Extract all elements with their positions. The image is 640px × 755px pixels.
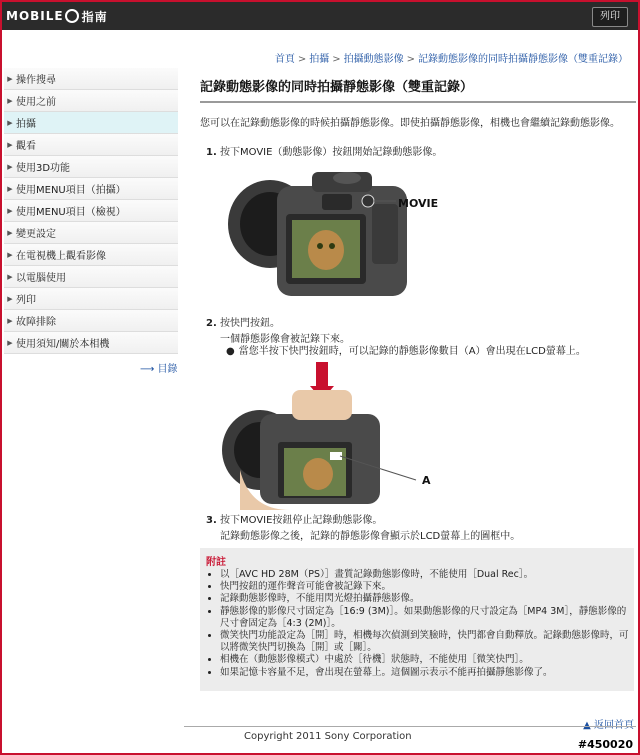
sidebar-item-settings[interactable]: ▶ 變更設定 [4, 222, 178, 244]
sidebar-item-menu-viewing[interactable]: ▶ 使用MENU項目（檢視） [4, 200, 178, 222]
footer-divider [184, 726, 636, 727]
note-item: • 微笑快門功能設定為［開］時，相機每次偵測到笑臉時，快門都會自動釋放。記錄動態影像時，可以將微笑快門切換為［開］或［關］。 [220, 630, 634, 654]
note-item: • 快門按鈕的運作聲音可能會被記錄下來。 [220, 581, 634, 593]
sidebar-item-shooting[interactable]: ▶ 拍攝 [4, 112, 178, 134]
note-item: • 如果記憶卡容量不足，會出現在螢幕上。這個圖示表示不能再拍攝靜態影像了。 [220, 667, 634, 679]
chevron-right-icon: ▶ [7, 74, 13, 83]
back-to-top-link[interactable]: ▲ 返回首頁 [583, 720, 634, 731]
sidebar-item-troubleshooting[interactable]: ▶ 故障排除 [4, 310, 178, 332]
step-1: 1. 按下MOVIE（動態影像）按鈕開始記錄動態影像。 [206, 147, 443, 158]
step-2: 2. 按快門按鈕。 [206, 318, 280, 329]
note-item: • 以［AVC HD 28M（PS）］畫質記錄動態影像時，不能使用［Dual Rec］。 [220, 569, 634, 581]
arrow-right-icon: ⟶ [140, 364, 155, 375]
main-content [200, 76, 636, 130]
step-2-bullet: ● 當您半按下快門按鈕時，可以記錄的靜態影像數目（A）會出現在LCD螢幕上。 [226, 346, 586, 357]
chevron-right-icon: ▶ [7, 118, 13, 127]
toc-link[interactable]: ⟶ 目錄 [140, 364, 178, 375]
chevron-right-icon: ▶ [7, 96, 13, 105]
breadcrumb: 首頁 > 拍攝 > 拍攝動態影像 > 記錄動態影像的同時拍攝靜態影像（雙重記錄） [274, 54, 628, 65]
chevron-right-icon: ▶ [7, 250, 13, 259]
logo-ring-icon [65, 9, 79, 23]
copyright: Copyright 2011 Sony Corporation [244, 731, 412, 742]
chevron-right-icon: ▶ [7, 272, 13, 281]
camera-front-illustration [222, 164, 452, 314]
mobile01-logo[interactable]: MOBILE 指南 [6, 9, 108, 24]
breadcrumb-home[interactable]: 首頁 [274, 54, 295, 65]
sidebar-item-computer[interactable]: ▶ 以電腦使用 [4, 266, 178, 288]
intro-text: 您可以在記錄動態影像的時候拍攝靜態影像。即使拍攝靜態影像，相機也會繼續記錄動態影像。 [200, 118, 620, 129]
notes-box [200, 548, 634, 691]
step-2-sub: 一個靜態影像會被記錄下來。 [220, 334, 350, 345]
chevron-right-icon: ▶ [7, 184, 13, 193]
chevron-right-icon: ▶ [7, 140, 13, 149]
note-item: • 靜態影像的影像尺寸固定為［16:9 (3M)］。如果動態影像的尺寸設定為［MP4 3M］，靜態影像的尺寸會固定為［4:3 (2M)］。 [220, 606, 634, 630]
chevron-right-icon: ▶ [7, 228, 13, 237]
sidebar-item-precautions[interactable]: ▶ 使用須知/關於本相機 [4, 332, 178, 354]
breadcrumb-movie[interactable]: 拍攝動態影像 [343, 54, 404, 65]
note-item: • 記錄動態影像時，不能用閃光燈拍攝靜態影像。 [220, 593, 634, 605]
sidebar-item-search[interactable]: ▶ 操作搜尋 [4, 68, 178, 90]
note-item: • 相機在（動態影像模式）中處於［待機］狀態時，不能使用［微笑快門］。 [220, 654, 634, 666]
sidebar-item-print[interactable]: ▶ 列印 [4, 288, 178, 310]
movie-button-label: MOVIE [398, 197, 439, 210]
chevron-right-icon: ▶ [7, 294, 13, 303]
sidebar-item-3d[interactable]: ▶ 使用3D功能 [4, 156, 178, 178]
breadcrumb-shooting[interactable]: 拍攝 [309, 54, 330, 65]
chevron-right-icon: ▶ [7, 206, 13, 215]
sidebar-item-menu-shooting[interactable]: ▶ 使用MENU項目（拍攝） [4, 178, 178, 200]
sidebar-item-viewing[interactable]: ▶ 觀看 [4, 134, 178, 156]
chevron-right-icon: ▶ [7, 338, 13, 347]
breadcrumb-current[interactable]: 記錄動態影像的同時拍攝靜態影像（雙重記錄） [418, 54, 628, 65]
top-bar [2, 2, 638, 30]
notes-list [200, 569, 634, 679]
sidebar-item-tv[interactable]: ▶ 在電視機上觀看影像 [4, 244, 178, 266]
chevron-right-icon: ▶ [7, 316, 13, 325]
chevron-right-icon: ▶ [7, 162, 13, 171]
print-button[interactable]: 列印 [592, 7, 628, 27]
step-3: 3. 按下MOVIE按鈕停止記錄動態影像。 [206, 515, 383, 526]
sidebar [4, 68, 178, 354]
watermark: #450020 [577, 738, 633, 751]
notes-heading: 附註 [206, 557, 226, 568]
triangle-up-icon: ▲ [583, 720, 591, 731]
camera-shutter-illustration [220, 360, 450, 510]
sidebar-item-before-use[interactable]: ▶ 使用之前 [4, 90, 178, 112]
step-3-sub: 記錄動態影像之後，記錄的靜態影像會顯示於LCD螢幕上的圖框中。 [220, 531, 521, 542]
page-title: 記錄動態影像的同時拍攝靜態影像（雙重記錄） [200, 76, 636, 103]
a-label: A [422, 474, 431, 487]
